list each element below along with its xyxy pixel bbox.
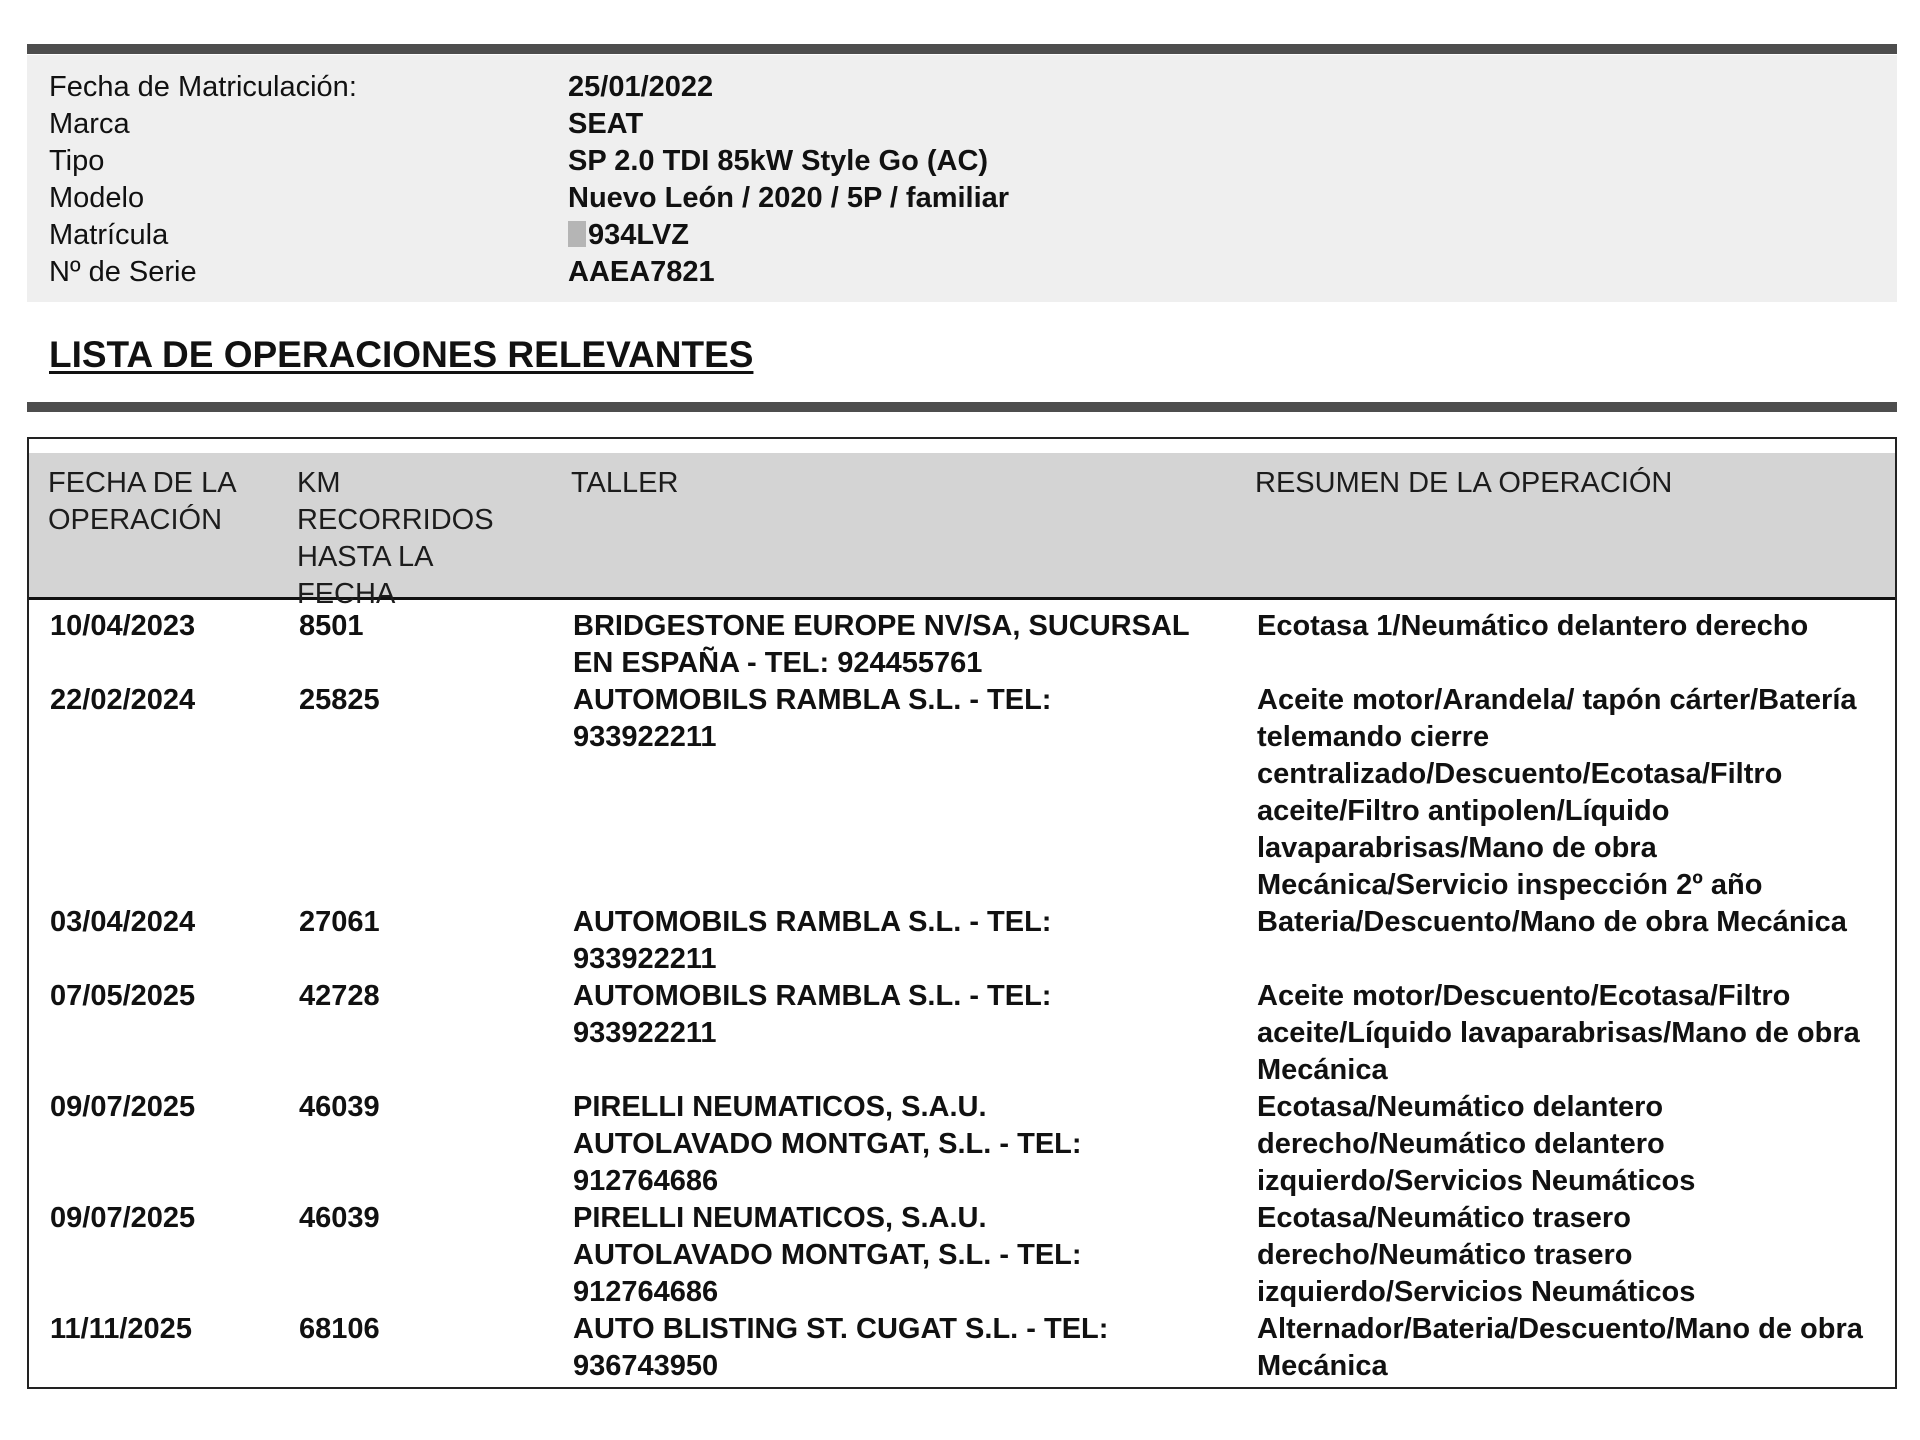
info-label: Modelo xyxy=(49,182,145,214)
info-value: SP 2.0 TDI 85kW Style Go (AC) xyxy=(568,145,989,177)
cell-taller: PIRELLI NEUMATICOS, S.A.U. AUTOLAVADO MONTGAT, S.L. - TEL: 912764686 xyxy=(573,1202,1082,1308)
plate-number: 934LVZ xyxy=(588,219,690,251)
vehicle-info-panel xyxy=(27,55,1897,302)
cell-km: 46039 xyxy=(299,1091,380,1123)
info-value-plate xyxy=(568,217,689,254)
table-header xyxy=(29,453,1895,610)
info-label: Matrícula xyxy=(49,219,169,251)
cell-taller: PIRELLI NEUMATICOS, S.A.U. AUTOLAVADO MONTGAT, S.L. - TEL: 912764686 xyxy=(573,1091,1082,1197)
info-value: Nuevo León / 2020 / 5P / familiar xyxy=(568,182,1010,214)
cell-resumen: Bateria/Descuento/Mano de obra Mecánica xyxy=(1257,906,1847,938)
cell-resumen: Ecotasa 1/Neumático delantero derecho xyxy=(1257,610,1809,642)
cell-taller: AUTOMOBILS RAMBLA S.L. - TEL: 933922211 xyxy=(573,906,1052,975)
info-label: Marca xyxy=(49,108,130,140)
header-fecha: FECHA DE LA OPERACIÓN xyxy=(48,467,235,536)
info-value: SEAT xyxy=(568,108,644,140)
section-divider-bar xyxy=(27,402,1897,412)
cell-km: 27061 xyxy=(299,906,380,938)
cell-taller: AUTO BLISTING ST. CUGAT S.L. - TEL: 936743950 xyxy=(573,1313,1109,1382)
cell-fecha: 03/04/2024 xyxy=(50,906,196,938)
cell-resumen: Ecotasa/Neumático delantero derecho/Neumático delantero izquierdo/Servicios Neumáticos xyxy=(1257,1091,1696,1197)
section-title: LISTA DE OPERACIONES RELEVANTES xyxy=(49,334,754,375)
header-taller: TALLER xyxy=(571,467,679,499)
info-label: Nº de Serie xyxy=(49,256,197,288)
cell-km: 8501 xyxy=(299,610,364,642)
header-resumen: RESUMEN DE LA OPERACIÓN xyxy=(1255,467,1673,499)
cell-km: 46039 xyxy=(299,1202,380,1234)
cell-resumen: Alternador/Bateria/Descuento/Mano de obra Mecánica xyxy=(1257,1313,1863,1382)
cell-fecha: 09/07/2025 xyxy=(50,1091,196,1123)
cell-taller: AUTOMOBILS RAMBLA S.L. - TEL: 933922211 xyxy=(573,980,1052,1049)
cell-km: 25825 xyxy=(299,684,380,716)
cell-resumen: Ecotasa/Neumático trasero derecho/Neumático trasero izquierdo/Servicios Neumáticos xyxy=(1257,1202,1696,1308)
info-value: 25/01/2022 xyxy=(568,71,714,103)
operations-table xyxy=(27,437,1897,1389)
top-divider-bar xyxy=(27,44,1897,54)
cell-fecha: 22/02/2024 xyxy=(50,684,196,716)
header-km: KM RECORRIDOS HASTA LA FECHA xyxy=(297,467,494,610)
cell-fecha: 10/04/2023 xyxy=(50,610,196,642)
cell-km: 68106 xyxy=(299,1313,380,1345)
info-label: Fecha de Matriculación: xyxy=(49,71,357,103)
info-value: AAEA7821 xyxy=(568,256,715,288)
cell-fecha: 11/11/2025 xyxy=(50,1313,192,1345)
cell-km: 42728 xyxy=(299,980,380,1012)
redacted-character xyxy=(568,221,586,247)
cell-fecha: 07/05/2025 xyxy=(50,980,196,1012)
cell-resumen: Aceite motor/Arandela/ tapón cárter/Batería telemando cierre centralizado/Descuento/Ecotasa/Filtro aceite/Filtro antipolen/Líquido lavaparabrisas/Mano de obra Mecánica/Servicio inspección 2º año xyxy=(1257,684,1857,901)
cell-fecha: 09/07/2025 xyxy=(50,1202,196,1234)
cell-resumen: Aceite motor/Descuento/Ecotasa/Filtro aceite/Líquido lavaparabrisas/Mano de obra Mecánica xyxy=(1257,980,1860,1086)
cell-taller: AUTOMOBILS RAMBLA S.L. - TEL: 933922211 xyxy=(573,684,1052,753)
cell-taller: BRIDGESTONE EUROPE NV/SA, SUCURSAL EN ESPAÑA - TEL: 924455761 xyxy=(573,610,1190,679)
info-label: Tipo xyxy=(49,145,105,177)
